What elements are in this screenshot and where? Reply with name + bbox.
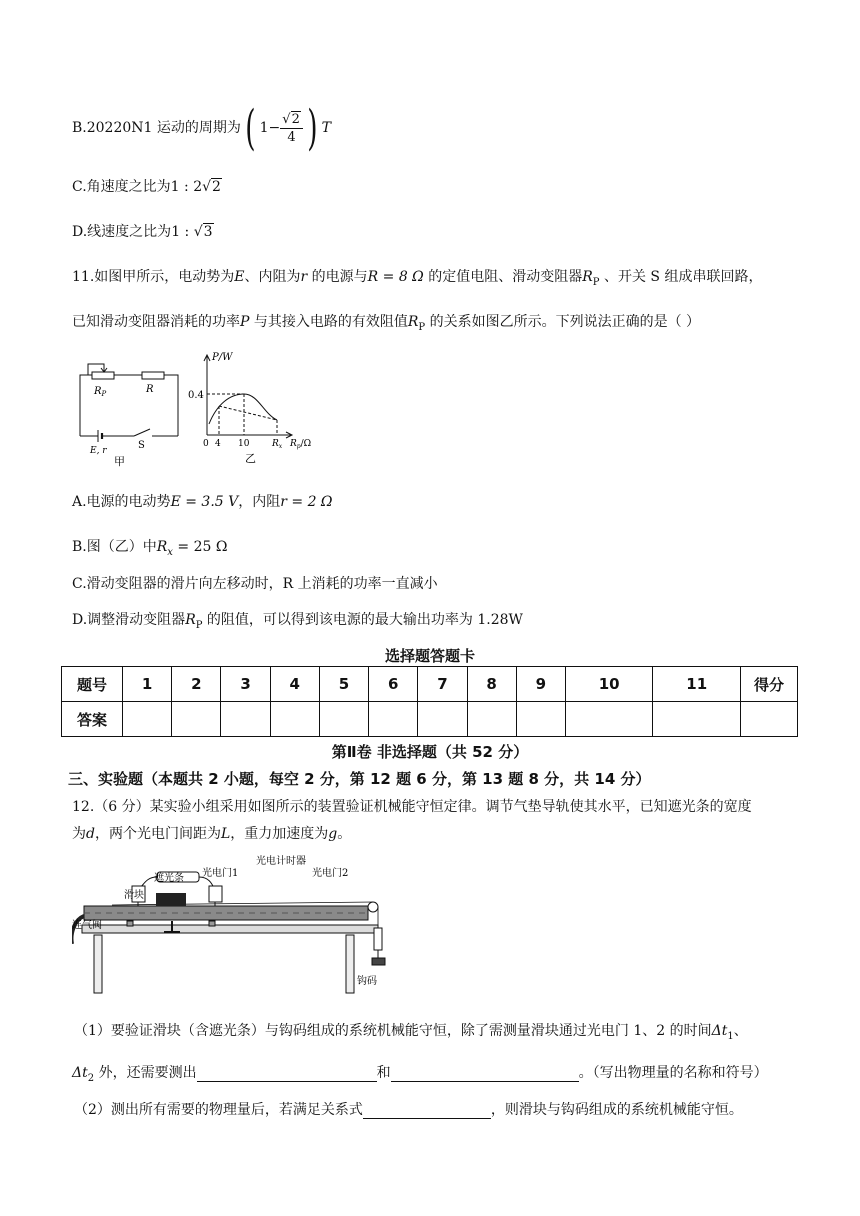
q12-text-b: ，两个光电门间距为 bbox=[94, 826, 221, 842]
q11-Rp-2: R bbox=[407, 314, 419, 330]
answer-card-cell: 9 bbox=[516, 667, 565, 702]
section-2-title: 第Ⅱ卷 非选择题（共 52 分） bbox=[331, 743, 529, 761]
q12-sub1-text-b: 、 bbox=[733, 1023, 748, 1039]
option-b-sqrt-arg: 2 bbox=[291, 111, 300, 127]
graph-xlabel: $R_p/\Omega$ bbox=[290, 439, 312, 450]
option-c: C.角速度之比为1 : 2√2 bbox=[72, 179, 221, 195]
option-d-sqrt-arg: 3 bbox=[203, 224, 213, 240]
graph-ylabel: P/W bbox=[212, 352, 233, 363]
answer-card-cell: 8 bbox=[467, 667, 516, 702]
q11-opt-b-sub: x bbox=[167, 546, 173, 558]
q11-opt-b-val: = 25 Ω bbox=[172, 539, 228, 555]
q11-option-d bbox=[72, 609, 523, 631]
table-leg-right bbox=[346, 935, 354, 993]
answer-slot[interactable] bbox=[172, 702, 221, 737]
answer-card-title: 选择题答题卡 bbox=[384, 647, 475, 665]
q11-opt-a-text2: ，内阻 bbox=[238, 494, 281, 510]
label-huakuai: 滑块 bbox=[124, 890, 144, 901]
q12-g: g bbox=[328, 826, 338, 842]
answer-slot[interactable] bbox=[653, 702, 741, 737]
answer-card-cell: 2 bbox=[172, 667, 221, 702]
q12-line2 bbox=[72, 823, 351, 843]
q11-opt-a-E: E = 3.5 V bbox=[170, 494, 239, 510]
caption-jia: 甲 bbox=[114, 455, 125, 468]
answer-card-header-row bbox=[62, 667, 798, 702]
answer-card-cell: 答案 bbox=[62, 702, 123, 737]
q11-opt-b-text: B.图（乙）中 bbox=[72, 539, 157, 555]
left-paren: ( bbox=[245, 100, 256, 156]
q12-sub1-text-a: （1）要验证滑块（含遮光条）与钩码组成的系统机械能守恒，除了需测量滑块通过光电门 1、2 的时间 bbox=[74, 1023, 712, 1039]
q12-apparatus-figure bbox=[72, 850, 422, 1000]
graph-x-tick-4: 4 bbox=[215, 439, 221, 449]
answer-card-table bbox=[61, 666, 798, 737]
answer-slot[interactable] bbox=[565, 702, 652, 737]
q12-sub1-line1 bbox=[74, 1020, 748, 1042]
q11-opt-a-r: r = 2 Ω bbox=[280, 494, 333, 510]
q12-sub2 bbox=[74, 1099, 743, 1119]
graph-y-tick-04: 0.4 bbox=[188, 390, 204, 401]
option-b-den: 4 bbox=[287, 129, 296, 145]
answer-card-cell: 7 bbox=[418, 667, 467, 702]
air-track bbox=[84, 906, 368, 920]
q11-Rp: R bbox=[582, 269, 593, 285]
q11-text-g: 与其接入电路的有效阻值 bbox=[249, 314, 408, 330]
pulley bbox=[368, 902, 378, 912]
circuit-rp-label: $R_P$ bbox=[94, 386, 107, 398]
answer-slot[interactable] bbox=[516, 702, 565, 737]
q11-text-e: 、开关 S 组成串联回路， bbox=[599, 269, 763, 285]
option-b-fraction: $\frac{√2}{4}$ bbox=[280, 113, 303, 144]
label-lianqifa: 连气阀 bbox=[72, 920, 102, 931]
section-3-heading: 三、实验题（本题共 2 小题，每空 2 分，第 12 题 6 分，第 13 题 8 分，共 14 分） bbox=[68, 770, 651, 788]
answer-card-cell: 10 bbox=[565, 667, 652, 702]
q11-line2 bbox=[72, 311, 700, 333]
q12-text-c: ，重力加速度为 bbox=[230, 826, 329, 842]
q11-option-b bbox=[72, 536, 227, 558]
q12-sub1-line2 bbox=[72, 1062, 768, 1084]
q11-text-a: 11.如图甲所示，电动势为 bbox=[72, 269, 235, 285]
q12-sub2-text-b: ，则滑块与钩码组成的系统机械能守恒。 bbox=[490, 1102, 743, 1118]
answer-card-cell: 1 bbox=[123, 667, 172, 702]
option-b-T: T bbox=[321, 120, 331, 136]
spring bbox=[374, 928, 382, 950]
answer-card-cell: 得分 bbox=[741, 667, 798, 702]
q11-line1 bbox=[72, 266, 762, 288]
slider-block bbox=[156, 893, 186, 906]
q12-text-d: 。 bbox=[337, 826, 352, 842]
circuit-er-label: E, r bbox=[90, 446, 107, 456]
q11-P: P bbox=[240, 314, 250, 330]
q12-sub2-text-a: （2）测出所有需要的物理量后，若满足关系式 bbox=[74, 1102, 363, 1118]
option-d-ratio: 1 : bbox=[171, 224, 194, 240]
answer-slot[interactable] bbox=[467, 702, 516, 737]
q12-sub1-text-e: 。（写出物理量的名称和符号） bbox=[578, 1065, 768, 1081]
answer-card-cell: 4 bbox=[270, 667, 319, 702]
circuit-s-label: S bbox=[138, 440, 145, 451]
answer-slot[interactable] bbox=[369, 702, 418, 737]
option-c-sqrt-arg: 2 bbox=[212, 179, 221, 195]
graph-x-tick-10: 10 bbox=[238, 439, 250, 449]
answer-slot[interactable] bbox=[319, 702, 368, 737]
q11-opt-c-text: C.滑动变阻器的滑片向左移动时，R 上消耗的功率一直减小 bbox=[72, 576, 438, 592]
option-c-text: C.角速度之比为 bbox=[72, 179, 171, 195]
q12-dt2-sub: 2 bbox=[87, 1072, 95, 1084]
table-leg-left bbox=[94, 935, 102, 993]
q11-Rp-sub: P bbox=[592, 276, 600, 288]
blank-3[interactable] bbox=[363, 1102, 491, 1119]
circuit-r-label: R bbox=[146, 384, 154, 395]
answer-slot[interactable] bbox=[418, 702, 467, 737]
label-gate1: 光电门1 bbox=[202, 868, 239, 879]
circuit-diagram bbox=[80, 364, 178, 442]
q11-opt-d-text: D.调整滑动变阻器 bbox=[72, 612, 186, 628]
label-zheguangtiao: 遮光条 bbox=[154, 873, 184, 884]
q12-L: L bbox=[220, 826, 231, 842]
q11-text-b: 、内阻为 bbox=[244, 269, 301, 285]
q11-text-d: 的定值电阻、滑动变阻器 bbox=[423, 269, 583, 285]
q12-dt1: Δt bbox=[711, 1023, 728, 1039]
q11-Rp-sub-2: P bbox=[418, 321, 426, 333]
graph-x-tick-rx: $R_x$ bbox=[272, 439, 283, 450]
q11-option-c bbox=[72, 573, 438, 593]
resistor-r bbox=[142, 372, 164, 379]
option-b bbox=[72, 100, 331, 156]
answer-card-cell: 5 bbox=[319, 667, 368, 702]
option-d-text: D.线速度之比为 bbox=[72, 224, 172, 240]
q11-text-f: 已知滑动变阻器消耗的功率 bbox=[72, 314, 240, 330]
q11-text-h: 的关系如图乙所示。下列说法正确的是（ ） bbox=[425, 314, 701, 330]
score-slot[interactable] bbox=[741, 702, 798, 737]
q11-E: E bbox=[234, 269, 245, 285]
answer-card-cell: 6 bbox=[369, 667, 418, 702]
q12-line1: 12.（6 分）某实验小组采用如图所示的装置验证机械能守恒定律。调节气垫导轨使其水平，已知遮光条的宽度 bbox=[72, 799, 752, 815]
answer-slot[interactable] bbox=[123, 702, 172, 737]
blank-2[interactable] bbox=[391, 1065, 579, 1082]
q12-dt2: Δt bbox=[72, 1065, 88, 1081]
answer-slot[interactable] bbox=[270, 702, 319, 737]
option-d: D.线速度之比为1 : √3 bbox=[72, 224, 213, 240]
option-b-prefix: B.20220N1 运动的周期为 bbox=[72, 120, 241, 136]
q11-r: r bbox=[300, 269, 308, 285]
label-gouma: 钩码 bbox=[357, 976, 377, 987]
q11-option-a bbox=[72, 491, 333, 511]
q12-sub1-text-d: 和 bbox=[376, 1065, 391, 1081]
option-b-minus: − bbox=[268, 120, 281, 136]
q12-sub1-text-c: 外，还需要测出 bbox=[94, 1065, 197, 1081]
q11-opt-b-R: R bbox=[156, 539, 168, 555]
answer-card-answer-row bbox=[62, 702, 798, 737]
q12-dt1-sub: 1 bbox=[727, 1030, 734, 1042]
option-c-ratio: 1 : 2 bbox=[170, 179, 203, 195]
rheostat-rp bbox=[92, 372, 114, 379]
q12-text-a: 为 bbox=[72, 826, 86, 842]
answer-card-cell: 题号 bbox=[62, 667, 123, 702]
answer-card-cell: 3 bbox=[221, 667, 270, 702]
answer-card-cell: 11 bbox=[653, 667, 741, 702]
q11-R-eq: R = 8 Ω bbox=[367, 269, 424, 285]
photogate-2 bbox=[209, 886, 222, 902]
switch-s bbox=[134, 429, 150, 436]
graph-x-tick-0: 0 bbox=[203, 439, 209, 449]
caption-yi: 乙 bbox=[245, 452, 256, 465]
power-graph bbox=[204, 355, 292, 438]
blank-1[interactable] bbox=[197, 1065, 377, 1082]
table-top bbox=[82, 925, 378, 933]
label-gate2: 光电门2 bbox=[312, 868, 349, 879]
q11-text-c: 的电源与 bbox=[307, 269, 368, 285]
right-paren: ) bbox=[307, 100, 318, 156]
q11-opt-d-text2: 的阻值，可以得到该电源的最大输出功率为 1.28W bbox=[202, 612, 523, 628]
q12-d: d bbox=[86, 826, 95, 842]
q11-opt-a-text: A.电源的电动势 bbox=[72, 494, 171, 510]
hook-weight bbox=[372, 958, 385, 965]
label-timer: 光电计时器 bbox=[256, 856, 306, 867]
q11-opt-d-Rp-sub: P bbox=[195, 619, 203, 631]
answer-slot[interactable] bbox=[221, 702, 270, 737]
q11-figure bbox=[72, 348, 342, 468]
option-b-one: 1 bbox=[259, 120, 269, 136]
q11-opt-d-Rp: R bbox=[185, 612, 196, 628]
